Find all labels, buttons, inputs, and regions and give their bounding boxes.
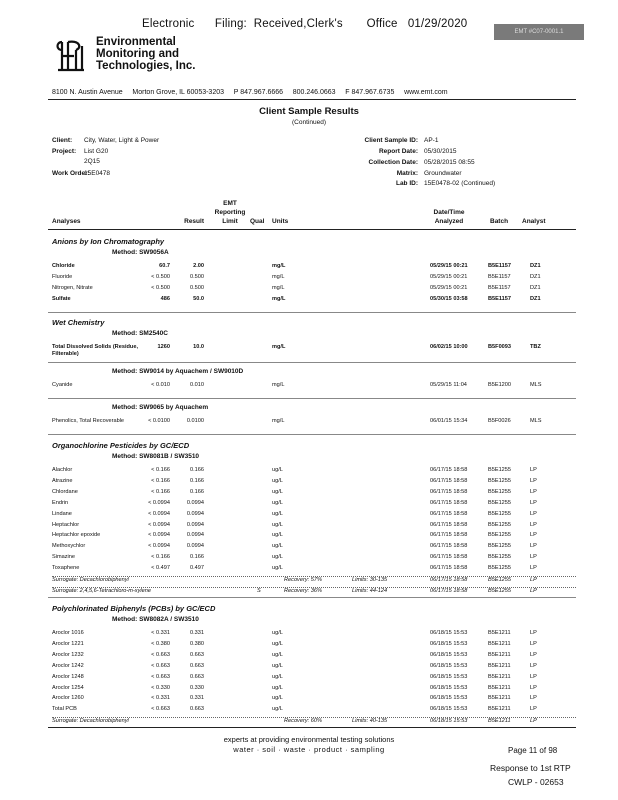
footer-services: water · soil · waste · product · sampling — [233, 745, 385, 754]
result-cell: < 0.166 — [151, 467, 170, 473]
result-cell: < 0.380 — [151, 640, 170, 647]
analyte-cell: Aroclor 1016 — [52, 630, 84, 636]
units-cell: mg/L — [272, 295, 286, 302]
result-cell: < 0.663 — [151, 673, 170, 680]
units-cell: ug/L — [272, 554, 283, 561]
table-row — [52, 674, 576, 684]
analyst-cell: LP — [530, 488, 537, 495]
analyzed-cell: 06/18/15 15:53 — [430, 706, 468, 713]
batch-cell: B5E1211 — [488, 651, 511, 658]
matrix-value: Groundwater — [424, 170, 462, 177]
col-emt: EMT — [223, 200, 237, 207]
batch-cell: B5F0093 — [488, 344, 512, 350]
analyte-cell: Aroclor 1242 — [52, 662, 84, 669]
limit-cell: 0.166 — [190, 467, 204, 473]
analyte-cell: Aroclor 1232 — [52, 651, 84, 658]
analyte-cell: Cyanide — [52, 382, 73, 388]
units-cell: ug/L — [272, 695, 283, 702]
result-cell: < 0.663 — [151, 662, 170, 669]
analyst-cell: LP — [530, 543, 537, 550]
units-cell: ug/L — [272, 706, 283, 713]
col-result: Result — [184, 218, 204, 225]
company-name-line1: Environmental — [96, 36, 176, 48]
analyst-cell: MLS — [530, 418, 542, 424]
analyte-cell: Nitrogen, Nitrate — [52, 284, 93, 291]
method-label: Method: SW9014 by Aquachem / SW9010D — [112, 368, 244, 375]
collection-date-value: 05/28/2015 08:55 — [424, 159, 475, 166]
limit-cell: 0.166 — [190, 554, 204, 561]
analyzed-cell: 06/17/15 18:58 — [430, 565, 468, 572]
analyst-cell: LP — [530, 554, 537, 561]
table-row — [52, 418, 576, 428]
client-label: Client: — [52, 137, 73, 144]
limit-cell: 0.380 — [190, 640, 204, 647]
result-cell: 1260 — [157, 344, 170, 350]
analyte-cell: Simazine — [52, 554, 76, 561]
surrogate-row — [52, 576, 576, 587]
filing-header: Electronic Filing: Received,Clerk's Office 01/29/2020 — [142, 18, 468, 30]
batch-cell: B5E1211 — [488, 695, 511, 702]
result-cell: < 0.0994 — [148, 510, 170, 517]
header-divider — [48, 99, 576, 100]
recovery-cell: Recovery: 60% — [284, 718, 322, 725]
analyzed-cell: 06/17/15 18:58 — [430, 587, 468, 594]
method-label: Method: SM2540C — [112, 330, 168, 337]
batch-cell: B5E1211 — [488, 706, 511, 713]
analyzed-cell: 06/18/15 15:53 — [430, 662, 468, 669]
table-row — [52, 652, 576, 662]
result-cell: < 0.497 — [151, 565, 170, 572]
limit-cell: 0.663 — [190, 651, 204, 658]
limit-cell: 0.0994 — [186, 499, 204, 506]
analyst-cell: LP — [530, 695, 537, 702]
batch-cell: B5E1157 — [488, 273, 511, 280]
analyte-cell: Atrazine — [52, 477, 73, 484]
batch-cell: B5E1211 — [488, 662, 511, 669]
limit-cell: 0.663 — [190, 662, 204, 669]
col-datetime: Date/Time — [433, 209, 465, 216]
batch-cell: B5E1255 — [488, 467, 512, 473]
sample-id-label: Client Sample ID: — [364, 137, 418, 144]
result-cell: < 0.0994 — [148, 499, 170, 506]
units-cell: ug/L — [272, 521, 283, 528]
method-label: Method: SW8082A / SW3510 — [112, 616, 199, 623]
limits-cell: Limits: 44-124 — [352, 587, 388, 594]
units-cell: ug/L — [272, 684, 283, 691]
analyzed-cell: 06/18/15 15:53 — [430, 673, 468, 680]
batch-cell: B5E1255 — [488, 510, 512, 517]
result-cell: 60.7 — [159, 263, 170, 269]
analyzed-cell: 06/17/15 18:58 — [430, 488, 468, 495]
company-name — [96, 36, 195, 72]
response-note: Response to 1st RTP — [490, 763, 571, 773]
analyte-cell: Sulfate — [52, 295, 71, 302]
company-address: 8100 N. Austin Avenue Morton Grove, IL 60053-3203 P 847.967.6666 800.246.0663 F 847.967.6735 www.emt.com — [52, 89, 448, 96]
analyst-cell: LP — [530, 565, 537, 572]
analyst-cell: LP — [530, 630, 537, 636]
recovery-cell: Recovery: 57% — [284, 577, 322, 583]
limit-cell: 0.497 — [190, 565, 204, 572]
analyst-cell: LP — [530, 640, 537, 647]
limit-cell: 0.166 — [190, 477, 204, 484]
analyte-cell: Total PCB — [52, 706, 77, 713]
limits-cell: Limits: 30-135 — [352, 577, 388, 583]
result-cell: < 0.166 — [151, 488, 170, 495]
table-bottom-divider — [48, 727, 576, 728]
batch-cell: B5E1255 — [488, 499, 512, 506]
result-cell: 486 — [160, 295, 170, 302]
result-cell: < 0.166 — [151, 554, 170, 561]
batch-cell: B5E1211 — [488, 718, 511, 725]
analyst-cell: MLS — [530, 382, 542, 388]
batch-cell: B5E1255 — [488, 543, 512, 550]
batch-cell: B5E1255 — [488, 477, 512, 484]
limits-cell: Limits: 40-135 — [352, 718, 388, 725]
col-analyses: Analyses — [52, 218, 81, 225]
units-cell: ug/L — [272, 510, 283, 517]
project-label: Project: — [52, 148, 77, 155]
project-quarter: 2Q15 — [84, 158, 100, 165]
table-row — [52, 532, 576, 542]
analyst-cell: LP — [530, 718, 537, 725]
analyst-cell: LP — [530, 532, 537, 539]
analyzed-cell: 06/17/15 18:58 — [430, 521, 468, 528]
analyst-cell: DZ1 — [530, 295, 541, 302]
table-row — [52, 274, 576, 284]
table-row — [52, 630, 576, 640]
analyte-cell: Toxaphene — [52, 565, 80, 572]
analyst-cell: DZ1 — [530, 284, 541, 291]
col-units: Units — [272, 218, 289, 225]
batch-cell: B5E1255 — [488, 587, 512, 594]
batch-cell: B5E1255 — [488, 565, 512, 572]
analyte-cell: Total Dissolved Solids (Residue, — [52, 344, 138, 350]
table-row — [52, 344, 576, 357]
units-cell: ug/L — [272, 640, 283, 647]
matrix-label: Matrix: — [396, 170, 418, 177]
collection-date-label: Collection Date: — [368, 159, 418, 166]
units-cell: mg/L — [272, 284, 285, 291]
analyzed-cell: 06/18/15 15:53 — [430, 684, 468, 691]
batch-cell: B5E1211 — [488, 630, 511, 636]
analyzed-cell: 06/17/15 18:58 — [430, 543, 468, 550]
analyzed-cell: 06/17/15 18:58 — [430, 477, 468, 484]
analyzed-cell: 06/17/15 18:58 — [430, 532, 468, 539]
analyst-cell: LP — [530, 510, 537, 517]
limit-cell: 0.331 — [190, 630, 204, 636]
limit-cell: 0.500 — [190, 284, 204, 291]
analyte-cell: Lindane — [52, 510, 72, 517]
units-cell: ug/L — [272, 488, 283, 495]
table-row — [52, 685, 576, 695]
limit-cell: 0.010 — [190, 382, 204, 388]
batch-cell: B5E1157 — [488, 263, 512, 269]
table-row — [52, 511, 576, 521]
analyst-cell: LP — [530, 477, 537, 484]
result-cell: < 0.663 — [151, 706, 170, 713]
batch-cell: B5E1157 — [488, 284, 511, 291]
analyte-cell: Phenolics, Total Recoverable — [52, 418, 125, 424]
analyst-cell: LP — [530, 577, 537, 583]
units-cell: ug/L — [272, 467, 283, 473]
analyte-cell: Surrogate: Decachlorobiphenyl — [52, 718, 129, 725]
limit-cell: 0.0994 — [186, 543, 204, 550]
batch-cell: B5E1211 — [488, 673, 511, 680]
units-cell: mg/L — [272, 344, 286, 350]
report-title: Client Sample Results — [259, 106, 359, 117]
units-cell: ug/L — [272, 477, 283, 484]
limit-cell: 0.330 — [190, 684, 204, 691]
limit-cell: 2.00 — [193, 263, 204, 269]
analyte-cell: Aroclor 1260 — [52, 695, 84, 702]
analyte-cell: Surrogate: Decachlorobiphenyl — [52, 577, 129, 583]
table-row — [52, 263, 576, 273]
table-row — [52, 706, 576, 716]
limit-cell: 0.500 — [190, 273, 204, 280]
limit-cell: 0.331 — [190, 695, 204, 702]
analyte-cell: Heptachlor epoxide — [52, 532, 101, 539]
analyst-cell: DZ1 — [530, 263, 541, 269]
analyte-cell: Alachlor — [52, 467, 73, 473]
batch-cell: B5E1255 — [488, 554, 512, 561]
result-cell: < 0.663 — [151, 651, 170, 658]
method-label: Method: SW8081B / SW3510 — [112, 453, 200, 460]
section-divider — [48, 434, 576, 435]
batch-cell: B5E1157 — [488, 295, 512, 302]
method-label: Method: SW9065 by Aquachem — [112, 404, 209, 411]
units-cell: ug/L — [272, 565, 283, 572]
section-title: Wet Chemistry — [52, 318, 105, 327]
units-cell: ug/L — [272, 499, 283, 506]
analyzed-cell: 06/17/15 18:58 — [430, 510, 468, 517]
units-cell: ug/L — [272, 630, 283, 636]
analyzed-cell: 06/01/15 15:34 — [430, 418, 468, 424]
limit-cell: 0.0100 — [186, 418, 204, 424]
col-qual: Qual — [250, 218, 265, 225]
result-cell: < 0.500 — [151, 284, 170, 291]
section-divider — [48, 362, 576, 363]
sample-id-value: AP-1 — [424, 137, 439, 144]
project-value: List G20 — [84, 148, 109, 155]
lab-id-value: 15E0478-02 (Continued) — [424, 180, 496, 187]
client-value: City, Water, Light & Power — [84, 137, 160, 144]
analyzed-cell: 06/18/15 15:53 — [430, 630, 468, 636]
batch-cell: B5E1200 — [488, 382, 512, 388]
analyte-cell: Endrin — [52, 499, 69, 506]
work-order-label: Work Order: — [52, 170, 90, 177]
result-cell: < 0.331 — [151, 695, 170, 702]
analyzed-cell: 06/18/15 15:53 — [430, 718, 468, 725]
limit-cell: 0.0994 — [186, 532, 204, 539]
analyzed-cell: 05/29/15 00:21 — [430, 273, 468, 280]
analyzed-cell: 06/17/15 18:58 — [430, 499, 468, 506]
analyst-cell: LP — [530, 673, 537, 680]
analyzed-cell: 06/18/15 15:53 — [430, 695, 468, 702]
table-row — [52, 285, 576, 295]
limit-cell: 0.663 — [190, 673, 204, 680]
result-cell: < 0.0994 — [148, 543, 170, 550]
footer-tagline: experts at providing environmental testing solutions — [223, 735, 395, 744]
analyte-cell: Chloride — [52, 263, 75, 269]
document-stamp: EMT #C07-0001.1 — [494, 24, 584, 40]
company-name-line2: Monitoring and — [96, 48, 180, 60]
result-cell: < 0.0994 — [148, 521, 170, 528]
table-row — [52, 554, 576, 564]
units-cell: ug/L — [272, 662, 283, 669]
batch-cell: B5E1211 — [488, 684, 511, 691]
analyte-cell: Aroclor 1221 — [52, 640, 84, 647]
bates-number: CWLP - 02653 — [508, 777, 564, 787]
analyzed-cell: 06/17/15 18:58 — [430, 577, 468, 583]
analyzed-cell: 05/29/15 11:04 — [430, 382, 467, 388]
report-date-label: Report Date: — [378, 148, 418, 155]
analyzed-cell: 06/18/15 15:53 — [430, 651, 468, 658]
analyte-cell: Surrogate: 2,4,5,6-Tetrachloro-m-xylene — [52, 587, 151, 594]
batch-cell: B5E1211 — [488, 640, 511, 647]
section-title: Organochlorine Pesticides by GC/ECD — [52, 441, 190, 450]
units-cell: mg/L — [272, 418, 285, 424]
limit-cell: 0.0994 — [186, 510, 204, 517]
qual-cell: S — [257, 587, 261, 594]
section-divider — [48, 398, 576, 399]
page-number: Page 11 of 98 — [508, 746, 558, 755]
analyte-cell: Heptachlor — [52, 521, 80, 528]
analyst-cell: LP — [530, 662, 537, 669]
column-header-divider — [48, 229, 576, 230]
result-cell: < 0.331 — [151, 630, 170, 636]
result-cell: < 0.010 — [151, 382, 170, 388]
limit-cell: 50.0 — [193, 295, 204, 302]
batch-cell: B5E1255 — [488, 521, 512, 528]
analyte-cell-continued: Filterable) — [52, 351, 79, 357]
analyst-cell: LP — [530, 587, 537, 594]
section-divider — [48, 597, 576, 598]
analyzed-cell: 06/17/15 18:58 — [430, 467, 468, 473]
limit-cell: 0.663 — [190, 706, 204, 713]
analyte-cell: Methoxychlor — [52, 543, 86, 550]
table-row — [52, 565, 576, 575]
analyte-cell: Chlordane — [52, 488, 78, 495]
result-cell: < 0.500 — [151, 273, 170, 280]
analyzed-cell: 06/17/15 18:58 — [430, 554, 468, 561]
batch-cell: B5E1255 — [488, 488, 512, 495]
units-cell: ug/L — [272, 532, 283, 539]
analyzed-cell: 05/29/15 00:21 — [430, 263, 468, 269]
analyst-cell: LP — [530, 684, 537, 691]
table-row — [52, 543, 576, 553]
col-reporting: Reporting — [214, 209, 246, 216]
units-cell: ug/L — [272, 651, 283, 658]
recovery-cell: Recovery: 36% — [284, 587, 322, 594]
analyzed-cell: 05/30/15 03:58 — [430, 295, 468, 302]
table-row — [52, 500, 576, 510]
section-title: Polychlorinated Biphenyls (PCBs) by GC/ECD — [52, 604, 216, 613]
table-row — [52, 695, 576, 705]
analyte-cell: Fluoride — [52, 273, 73, 280]
batch-cell: B5F0026 — [488, 418, 511, 424]
batch-cell: B5E1255 — [488, 577, 512, 583]
units-cell: ug/L — [272, 543, 283, 550]
analyte-cell: Aroclor 1254 — [52, 684, 84, 691]
table-row — [52, 382, 576, 392]
analyst-cell: TBZ — [530, 344, 541, 350]
limit-cell: 10.0 — [193, 344, 204, 350]
method-label: Method: SW9056A — [112, 249, 169, 256]
col-limit: Limit — [222, 218, 238, 225]
analyst-cell: LP — [530, 706, 537, 713]
col-batch: Batch — [490, 218, 509, 225]
company-name-line3: Technologies, Inc. — [96, 60, 196, 72]
units-cell: mg/L — [272, 263, 286, 269]
result-cell: < 0.330 — [151, 684, 170, 691]
col-analyst: Analyst — [522, 218, 546, 225]
result-cell: < 0.0100 — [148, 418, 170, 424]
report-date-value: 05/30/2015 — [424, 148, 457, 155]
section-title: Anions by Ion Chromatography — [52, 237, 165, 246]
section-divider — [48, 312, 576, 313]
analyst-cell: LP — [530, 467, 537, 473]
emt-logo-icon — [54, 36, 88, 74]
analyst-cell: LP — [530, 499, 537, 506]
lab-id-label: Lab ID: — [395, 180, 418, 187]
result-cell: < 0.166 — [151, 477, 170, 484]
table-row — [52, 478, 576, 488]
analyte-cell: Aroclor 1248 — [52, 673, 84, 680]
analyzed-cell: 06/02/15 10:00 — [430, 344, 468, 350]
units-cell: mg/L — [272, 382, 285, 388]
result-cell: < 0.0994 — [148, 532, 170, 539]
analyzed-cell: 06/18/15 15:53 — [430, 640, 468, 647]
units-cell: ug/L — [272, 673, 283, 680]
col-analyzed: Analyzed — [434, 218, 464, 225]
table-row — [52, 489, 576, 499]
batch-cell: B5E1255 — [488, 532, 512, 539]
work-order-value: 15E0478 — [84, 170, 111, 177]
report-subtitle: (Continued) — [292, 119, 326, 126]
limit-cell: 0.0994 — [186, 521, 204, 528]
units-cell: mg/L — [272, 273, 285, 280]
analyst-cell: LP — [530, 521, 537, 528]
table-row — [52, 663, 576, 673]
table-row — [52, 641, 576, 651]
analyst-cell: DZ1 — [530, 273, 541, 280]
analyst-cell: LP — [530, 651, 537, 658]
table-row — [52, 296, 576, 306]
analyzed-cell: 05/29/15 00:21 — [430, 284, 468, 291]
table-row — [52, 522, 576, 532]
table-row — [52, 467, 576, 477]
limit-cell: 0.166 — [190, 488, 204, 495]
